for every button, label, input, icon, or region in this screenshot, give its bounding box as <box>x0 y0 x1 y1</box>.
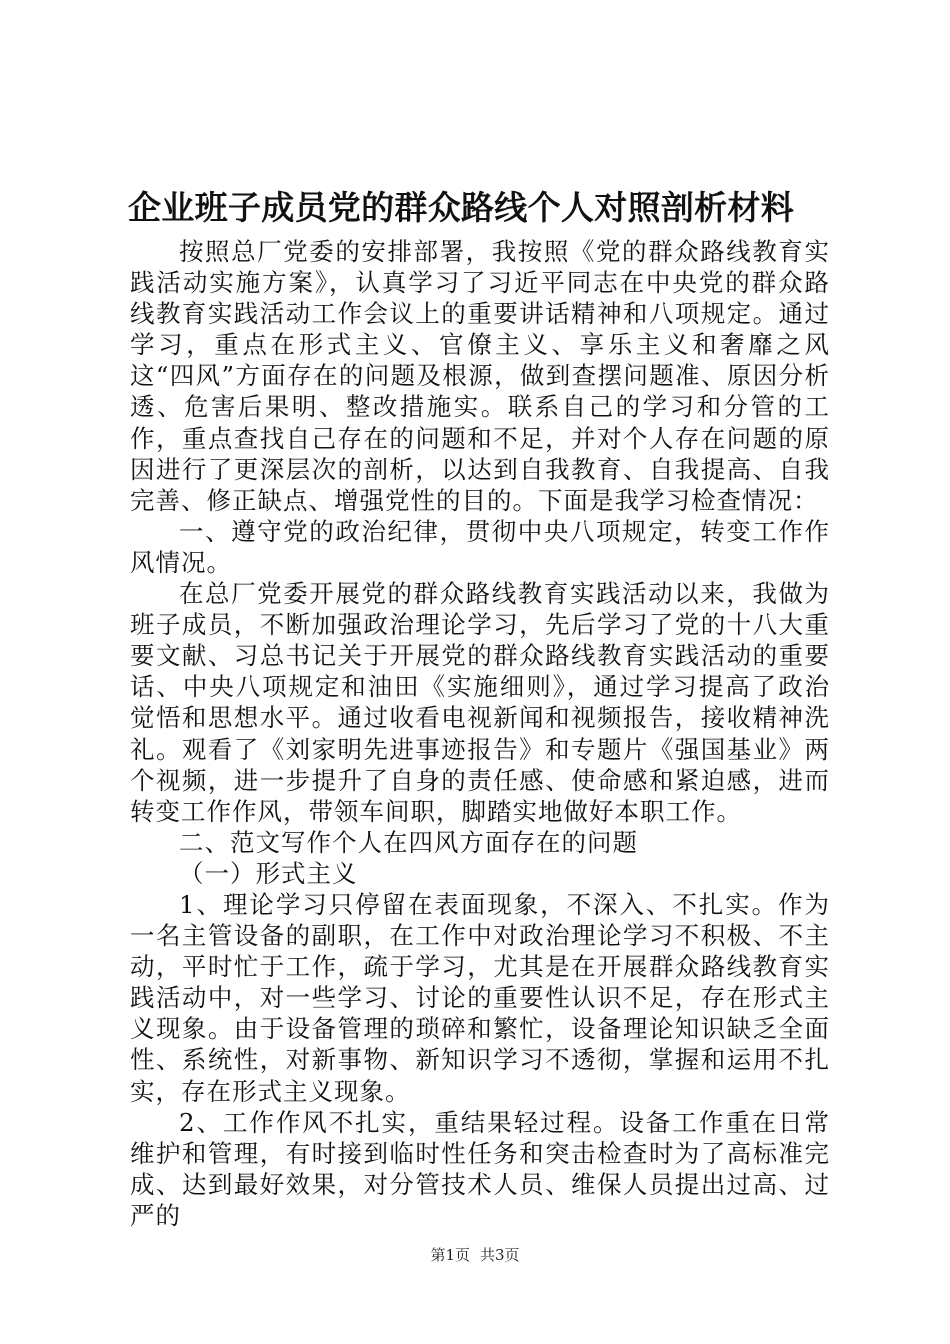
page-footer <box>0 1245 950 1265</box>
subsection-heading-1: （一）形式主义 <box>179 858 358 888</box>
paragraph-section-1: 在总厂党委开展党的群众路线教育实践活动以来，我做为班子成员，不断加强政治理论学习，先后学习了党的十八大重要文献、习总书记关于开展党的群众路线教育实践活动的重要话、中央八项规定和油田《实施细则》，通过学习提高了政治觉悟和思想水平。通过收看电视新闻和视频报告，接收精神洗礼。观看了《刘家明先进事迹报告》和专题片《强国基业》两个视频，进一步提升了自身的责任感、使命感和紧迫感，进而转变工作作风，带领车间职，脚踏实地做好本职工作。 <box>130 579 830 826</box>
document-body <box>130 236 830 1231</box>
document-title: 企业班子成员党的群众路线个人对照剖析材料 <box>128 188 794 227</box>
section-heading-2: 二、范文写作个人在四风方面存在的问题 <box>179 827 638 857</box>
section-heading-1: 一、遵守党的政治纪律，贯彻中央八项规定，转变工作作风情况。 <box>130 516 830 577</box>
page-number: 第1页 <box>430 1246 470 1264</box>
page-total: 共3页 <box>480 1246 520 1264</box>
paragraph-item-1: 1、理论学习只停留在表面现象，不深入、不扎实。作为一名主管设备的副职，在工作中对政治理论学习不积极、不主动，平时忙于工作，疏于学习，尤其是在开展群众路线教育实践活动中，对一些学习、讨论的重要性认识不足，存在形式主义现象。由于设备管理的琐碎和繁忙，设备理论知识缺乏全面性、系统性，对新事物、新知识学习不透彻，掌握和运用不扎实，存在形式主义现象。 <box>130 889 830 1106</box>
paragraph-item-2: 2、工作作风不扎实，重结果轻过程。设备工作重在日常维护和管理，有时接到临时性任务和突击检查时为了高标准完成、达到最好效果，对分管技术人员、维保人员提出过高、过严的 <box>130 1107 830 1230</box>
paragraph-intro: 按照总厂党委的安排部署，我按照《党的群众路线教育实践活动实施方案》，认真学习了习近平同志在中央党的群众路线教育实践活动工作会议上的重要讲话精神和八项规定。通过学习，重点在形式主义、官僚主义、享乐主义和奢靡之风这“四风”方面存在的问题及根源，做到查摆问题准、原因分析透、危害后果明、整改措施实。联系自己的学习和分管的工作，重点查找自己存在的问题和不足，并对个人存在问题的原因进行了更深层次的剖析，以达到自我教育、自我提高、自我完善、修正缺点、增强党性的目的。下面是我学习检查情况： <box>130 237 830 515</box>
